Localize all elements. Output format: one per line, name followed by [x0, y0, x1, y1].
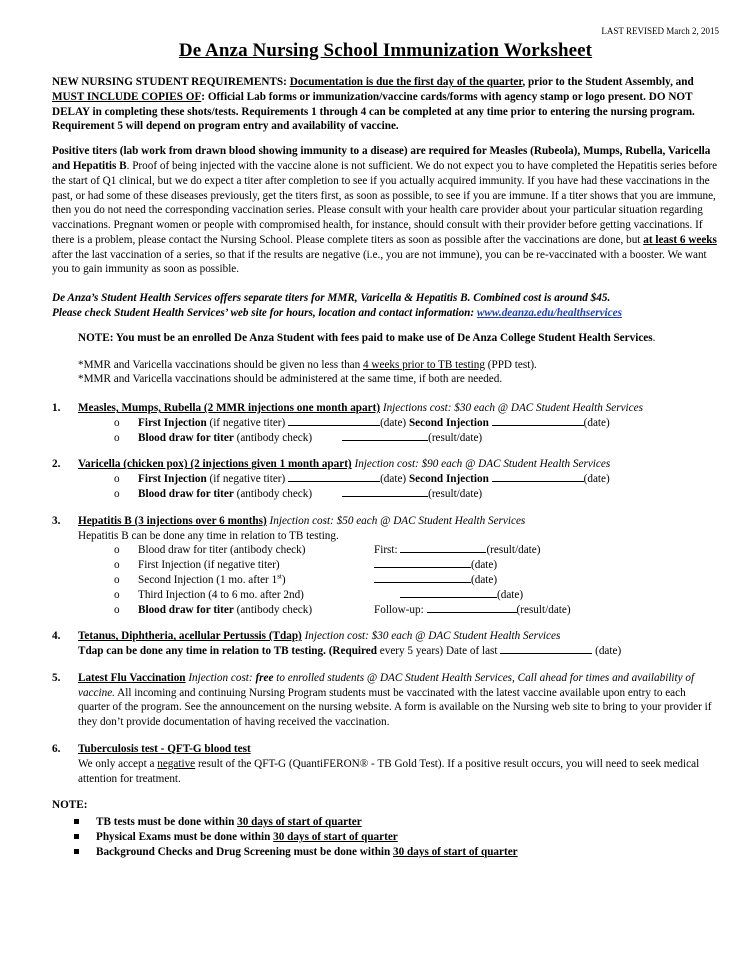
- varicella-titer-result-field[interactable]: [342, 487, 428, 497]
- tdap-heading: Tetanus, Diphtheria, acellular Pertussis (Tdap): [78, 630, 302, 643]
- mmr-heading: Measles, Mumps, Rubella (2 MMR injections one month apart): [78, 402, 381, 415]
- hepatitis-followup-row: o Blood draw for titer (antibody check) Follow-up: (result/date): [114, 603, 571, 616]
- hepatitis-third-injection-field[interactable]: [400, 588, 497, 598]
- list-item-mmr: 1. Measles, Mumps, Rubella (2 MMR injections one month apart) Injections cost: $30 each @ DAC Student Health Services o First Injection (if negative titer) (date) Second Injection (date) o Blood draw for titer (antibody check) (result/date): [52, 401, 719, 445]
- requirements-paragraph: NEW NURSING STUDENT REQUIREMENTS: Documentation is due the first day of the quarter, prior to the Student Assembly, and MUST INCLUDE COPIES OF: Official Lab forms or immunization/vaccine cards/forms with agency stamp or logo present. DO NOT DELAY in completing these shots/tests. Requirements 1 through 4 can be completed at any time prior to entering the nursing program. Requirement 5 will depend on program entry and availability of vaccine.: [52, 76, 695, 133]
- bullet-square-icon: [74, 819, 79, 824]
- list-item-tuberculosis: 6. Tuberculosis test - QFT-G blood test We only accept a negative result of the QFT-G (QuantiFERON® - TB Gold Test). If a positive result occurs, you will need to seek medical attention for treatment.: [52, 742, 719, 786]
- list-item-background-timing: Background Checks and Drug Screening must be done within 30 days of start of quarter: [74, 845, 719, 860]
- health-services-paragraph: De Anza’s Student Health Services offers separate titers for MMR, Varicella & Hepatitis B. Combined cost is around $45. Please check Student Health Services’ web site for hours, location and contact information: www.deanza.edu/healthservices: [52, 292, 622, 320]
- hepatitis-first-injection-field[interactable]: [374, 558, 471, 568]
- last-revised: LAST REVISED March 2, 2015: [601, 26, 719, 36]
- mmr-notes: *MMR and Varicella vaccinations should be given no less than 4 weeks prior to TB testing (PPD test). *MMR and Varicella vaccinations should be administered at the same time, if both are needed.: [78, 358, 537, 386]
- hepatitis-second-injection-field[interactable]: [374, 573, 471, 583]
- hepatitis-second-injection-row: o Second Injection (1 mo. after 1st) (date): [114, 572, 498, 586]
- mmr-titer-result-field[interactable]: [342, 431, 428, 441]
- page-title: De Anza Nursing School Immunization Worksheet: [178, 40, 593, 61]
- tuberculosis-detail: We only accept a negative result of the QFT-G (QuantiFERON® - TB Gold Test). If a positive result occurs, you will need to seek medical attention for treatment.: [78, 757, 700, 785]
- list-item-tb-timing: TB tests must be done within 30 days of start of quarter: [74, 815, 719, 830]
- varicella-first-injection-row: o First Injection (if negative titer) (date) Second Injection (date): [114, 473, 610, 486]
- varicella-second-date-field[interactable]: [492, 472, 584, 482]
- hepatitis-heading: Hepatitis B (3 injections over 6 months): [78, 514, 267, 527]
- list-item-flu: 5. Latest Flu Vaccination Injection cost: free to enrolled students @ DAC Student Health Services, Call ahead for times and availability of vaccine. All incoming and continuing Nursing Program students must be vaccinated with the latest vaccine available upon entry to each quarter of the program. See the announcement on the nursing website. A form is available on the Nursing web site to bring to your provider if they don’t provide documentation of having received the vaccination.: [52, 671, 712, 729]
- varicella-heading: Varicella (chicken pox) (2 injections given 1 month apart): [78, 458, 352, 471]
- tdap-detail: Tdap can be done any time in relation to TB testing. (Required every 5 years) Date of last (date): [78, 645, 622, 658]
- tuberculosis-heading: Tuberculosis test - QFT-G blood test: [78, 742, 251, 755]
- list-item-varicella: 2. Varicella (chicken pox) (2 injections given 1 month apart) Injection cost: $90 each @ DAC Student Health Services o First Injection (if negative titer) (date) Second Injection (date) o Blood draw for titer (antibody check) (result/date): [52, 457, 719, 501]
- mmr-titer-row: o Blood draw for titer (antibody check) (result/date): [114, 431, 483, 444]
- bullet-square-icon: [74, 849, 79, 854]
- hepatitis-first-injection-row: o First Injection (if negative titer) (date): [114, 559, 498, 572]
- hepatitis-anytime-note: Hepatitis B can be done any time in relation to TB testing.: [78, 529, 339, 542]
- list-item-tdap: 4. Tetanus, Diphtheria, acellular Pertussis (Tdap) Injection cost: $30 each @ DAC Student Health Services Tdap can be done any time in relation to TB testing. (Required every 5 years) Date of last (date): [52, 629, 719, 659]
- varicella-first-date-field[interactable]: [288, 472, 380, 482]
- list-item-physical-timing: Physical Exams must be done within 30 days of start of quarter: [74, 830, 719, 845]
- mmr-second-date-field[interactable]: [492, 416, 584, 426]
- enrolled-note: NOTE: You must be an enrolled De Anza Student with fees paid to make use of De Anza College Student Health Services.: [78, 331, 656, 344]
- hepatitis-followup-titer-field[interactable]: [427, 603, 517, 613]
- final-note: NOTE: TB tests must be done within 30 days of start of quarter Physical Exams must be done within 30 days of start of quarter Background Checks and Drug Screening must be done within 30 days of start of quarter: [52, 798, 719, 859]
- titers-paragraph: Positive titers (lab work from drawn blood showing immunity to a disease) are required for Measles (Rubeola), Mumps, Rubella, Varicella and Hepatitis B. Proof of being injected with the vaccine alone is not sufficient. We do not expect you to have completed the Hepatitis series before the start of Q1 clinical, but we do expect a titer after completion to see if you actually acquired immunity. If you have had these vaccinations in the past, or had some of these diseases previously, get the titers first, as soon as possible, to see if you are immune. If a titer shows that you are immune, then you do not need the corresponding vaccination series. Please consult with your health care provider about your particular situation regarding vaccinations. Pregnant women or people with compromised health, for instance, should consult with their provider before getting vaccinations. If there is a problem, please contact the Nursing School. Please complete titers as soon as possible after the vaccinations are done, but at least 6 weeks after the last vaccination of a series, so that if the results are negative (i.e., you are not immune), you can be re-vaccinated with a booster. We want you to gain immunity as soon as possible.: [52, 145, 718, 276]
- mmr-first-date-field[interactable]: [288, 416, 380, 426]
- notes-block: [78, 331, 719, 387]
- hepatitis-third-injection-row: o Third Injection (4 to 6 mo. after 2nd) (date): [114, 588, 524, 601]
- requirements-list: [52, 401, 719, 786]
- flu-heading: Latest Flu Vaccination: [78, 671, 186, 684]
- health-services-link[interactable]: www.deanza.edu/healthservices: [476, 307, 622, 320]
- hepatitis-first-titer-field[interactable]: [400, 543, 486, 553]
- bullet-square-icon: [74, 834, 79, 839]
- varicella-titer-row: o Blood draw for titer (antibody check) (result/date): [114, 488, 483, 501]
- tdap-last-date-field[interactable]: [500, 644, 592, 654]
- hepatitis-titer-first-row: o Blood draw for titer (antibody check) First: (result/date): [114, 544, 541, 557]
- list-item-hepatitis-b: 3. Hepatitis B (3 injections over 6 months) Injection cost: $50 each @ DAC Student Health Services Hepatitis B can be done any time in relation to TB testing. o Blood draw for titer (antibody check) First: (result/date) o First Injection (if negative titer) (date) o Second Injection (1 mo. after 1st) (date) o Third Injection (4 to 6 mo. after 2nd) (date) o Blood draw for titer (antibody check) Follow-up: (result/date): [52, 514, 719, 617]
- mmr-first-injection-row: o First Injection (if negative titer) (date) Second Injection (date): [114, 416, 610, 429]
